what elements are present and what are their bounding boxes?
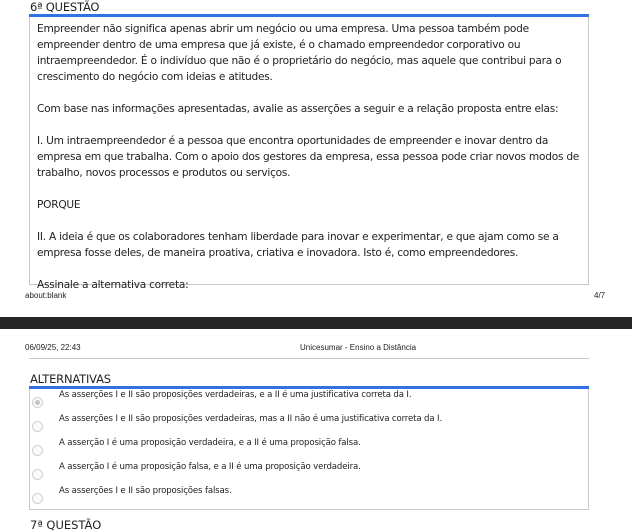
alternative-label: As asserções I e II são proposições falsas. — [59, 486, 232, 496]
alternative-label: A asserção I é uma proposição verdadeira, e a II é uma proposição falsa. — [59, 438, 361, 448]
print-header-datetime: 06/09/25, 22:43 — [25, 343, 81, 352]
print-footer-url: about:blank — [25, 291, 67, 300]
alternative-option-e[interactable] — [30, 485, 588, 509]
question-6-heading: 6ª QUESTÃO — [30, 0, 100, 14]
alternative-option-d[interactable] — [30, 461, 588, 485]
page-separator — [0, 317, 632, 329]
alternatives-heading: ALTERNATIVAS — [30, 372, 111, 386]
alternative-label: A asserção I é uma proposição falsa, e a II é uma proposição verdadeira. — [59, 462, 361, 472]
alternative-option-a[interactable] — [30, 389, 588, 413]
alternative-label: As asserções I e II são proposições verdadeiras, mas a II não é uma justificativa correta da I. — [59, 414, 443, 424]
assertion-1: I. Um intraempreendedor é a pessoa que encontra oportunidades de empreender e inovar dentro da empresa em que trabalha. Com o apoio dos gestores da empresa, essa pessoa pode criar novos modos de trabalho, novos processos e produtos ou serviços. — [37, 135, 580, 179]
alternatives-list — [29, 389, 589, 510]
radio-button-selected[interactable] — [32, 397, 43, 408]
question-prompt: Assinale a alternativa correta: — [37, 279, 189, 291]
radio-button[interactable] — [32, 493, 43, 504]
radio-button[interactable] — [32, 469, 43, 480]
assertion-2: II. A ideia é que os colaboradores tenham liberdade para inovar e experimentar, e que ajam como se a empresa fosse deles, de maneira proativa, criativa e inovadora. Isto é, como empreendedores. — [37, 231, 559, 259]
porque-connector: PORQUE — [37, 199, 81, 211]
question-6-statement — [29, 17, 589, 291]
question-instruction: Com base nas informações apresentadas, avalie as asserções a seguir e a relação proposta entre elas: — [37, 103, 559, 115]
print-header-divider — [29, 358, 589, 359]
radio-button[interactable] — [32, 445, 43, 456]
question-context-paragraph: Empreender não significa apenas abrir um negócio ou uma empresa. Uma pessoa também pode empreender dentro de uma empresa que já existe, é o chamado empreendedor corporativo ou intraempreendedor. É o indivíduo que não é o proprietário do negócio, mas aquele que contribui para o crescimento do negócio com ideias e atitudes. — [37, 23, 562, 83]
alternative-label: As asserções I e II são proposições verdadeiras, e a II é uma justificativa correta da I. — [59, 390, 412, 400]
alternative-option-b[interactable] — [30, 413, 588, 437]
print-header-title: Unicesumar - Ensino a Distância — [300, 343, 417, 352]
alternative-option-c[interactable] — [30, 437, 588, 461]
question-7-heading: 7ª QUESTÃO — [30, 518, 102, 532]
print-footer-page-number: 4/7 — [594, 291, 606, 300]
radio-button[interactable] — [32, 421, 43, 432]
